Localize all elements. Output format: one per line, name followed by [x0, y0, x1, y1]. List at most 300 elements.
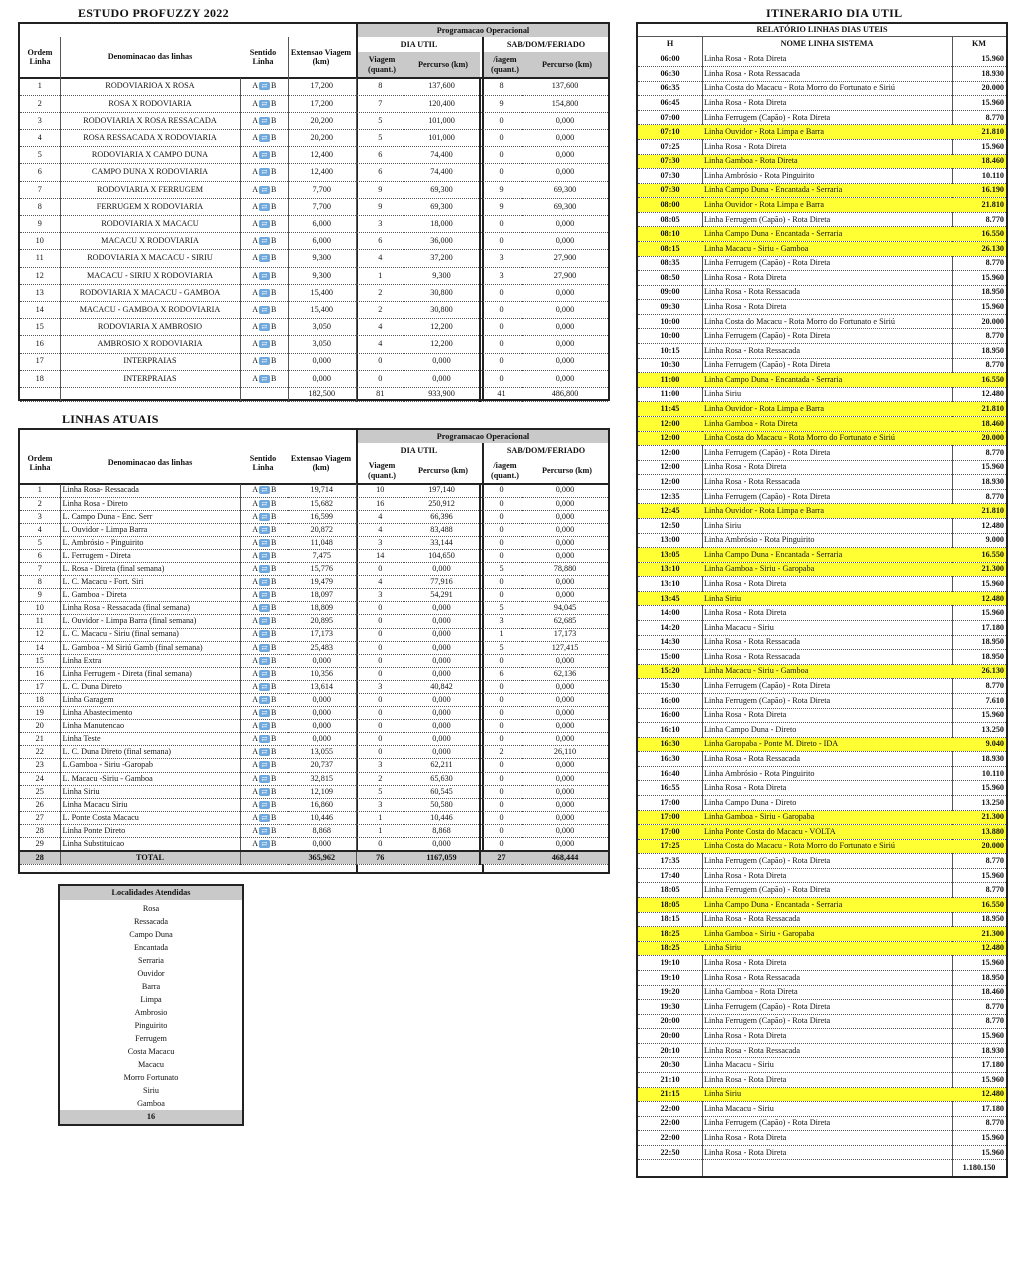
estudo-sab-dom: SAB/DOM/FERIADO — [506, 39, 586, 49]
percurso2-cell: 62,136 — [522, 667, 608, 680]
viagem-cell: 14 — [356, 549, 404, 562]
horario-cell: 17:00 — [638, 810, 702, 825]
sentido-cell — [240, 667, 288, 680]
itinerario-row — [638, 256, 1006, 271]
viagem-cell: 3 — [356, 680, 404, 693]
itinerario-row — [638, 125, 1006, 140]
ordem-cell: 23 — [20, 759, 60, 772]
sentido-a-label: A — [252, 201, 258, 211]
percurso2-cell: 62,685 — [522, 615, 608, 628]
km-cell: 15.960 — [952, 1131, 1006, 1146]
sentido-b-label: B — [270, 786, 277, 796]
viagem2-cell: 0 — [480, 824, 522, 837]
swap-arrow-icon: ⇄ — [259, 500, 270, 508]
table-row — [20, 772, 608, 785]
swap-arrow-icon: ⇄ — [259, 272, 270, 280]
atuais-col-ordem: Ordem Linha — [27, 453, 53, 472]
estudo-dia-util: DIA UTIL — [400, 39, 438, 49]
denominacao-cell: Linha Garagem — [60, 694, 240, 707]
denominacao-cell: Linha Ponte Direto — [60, 824, 240, 837]
itinerario-row — [638, 1087, 1006, 1102]
itinerario-row — [638, 679, 1006, 694]
sentido-a-label: A — [252, 524, 258, 534]
itinerario-row — [638, 985, 1006, 1000]
linha-cell: Linha Rosa - Rota Direta — [702, 1131, 952, 1146]
sentido-b-label: B — [270, 150, 277, 160]
km-cell: 12.480 — [952, 941, 1006, 956]
horario-cell: 16:00 — [638, 693, 702, 708]
table-row — [20, 181, 608, 198]
sentido-a-label: A — [252, 253, 258, 263]
ordem-cell: 16 — [20, 667, 60, 680]
ordem-cell: 8 — [20, 198, 60, 215]
sentido-b-label: B — [270, 708, 277, 718]
denominacao-cell: L. C. Duna Direto (final semana) — [60, 746, 240, 759]
denominacao-cell: L. Ambrósio - Pinguirito — [60, 536, 240, 549]
horario-cell: 19:30 — [638, 1000, 702, 1015]
viagem2-cell: 9 — [480, 198, 522, 215]
sentido-b-label: B — [270, 747, 277, 757]
table-row — [20, 615, 608, 628]
viagem2-cell: 0 — [480, 720, 522, 733]
itinerario-row — [638, 1072, 1006, 1087]
itinerario-row — [638, 475, 1006, 490]
sentido-a-label: A — [252, 694, 258, 704]
sentido-a-label: A — [252, 708, 258, 718]
linha-cell: Linha Rosa - Rota Direta — [702, 52, 952, 67]
extensao-cell: 3,050 — [288, 319, 356, 336]
horario-cell: 12:00 — [638, 446, 702, 461]
linha-cell: Linha Ouvidor - Rota Limpa e Barra — [702, 402, 952, 417]
linha-cell: Linha Rosa - Rota Direta — [702, 606, 952, 621]
denominacao-cell: RODOVIARIA X CAMPO DUNA — [60, 147, 240, 164]
percurso2-cell: 0,000 — [522, 147, 608, 164]
km-cell: 8.770 — [952, 110, 1006, 125]
sentido-a-label: A — [252, 133, 258, 143]
extensao-cell: 7,700 — [288, 198, 356, 215]
viagem2-cell: 0 — [480, 336, 522, 353]
ordem-cell: 7 — [20, 563, 60, 576]
percurso2-cell: 26,110 — [522, 746, 608, 759]
km-cell: 10.110 — [952, 169, 1006, 184]
viagem-cell: 3 — [356, 216, 404, 233]
sentido-b-label: B — [270, 590, 277, 600]
horario-cell: 08:00 — [638, 198, 702, 213]
ordem-cell: 6 — [20, 549, 60, 562]
sentido-a-label: A — [252, 287, 258, 297]
swap-arrow-icon: ⇄ — [259, 722, 270, 730]
atuais-title: LINHAS ATUAIS — [62, 412, 159, 426]
swap-arrow-icon: ⇄ — [259, 82, 270, 90]
km-cell: 15.960 — [952, 1072, 1006, 1087]
percurso2-cell: 0,000 — [522, 811, 608, 824]
viagem2-cell: 0 — [480, 798, 522, 811]
denominacao-cell: L. C. Macacu - Siriu (final semana) — [60, 628, 240, 641]
sentido-a-label: A — [252, 799, 258, 809]
denominacao-cell: MACACU X RODOVIARIA — [60, 233, 240, 250]
sentido-cell — [240, 336, 288, 353]
extensao-cell: 12,400 — [288, 147, 356, 164]
swap-arrow-icon: ⇄ — [259, 814, 270, 822]
sentido-cell — [240, 484, 288, 497]
itinerario-col-nome: NOME LINHA SISTEMA — [780, 39, 874, 49]
horario-cell: 18:05 — [638, 883, 702, 898]
extensao-cell: 20,737 — [288, 759, 356, 772]
sentido-cell — [240, 523, 288, 536]
ordem-cell: 28 — [20, 824, 60, 837]
percurso-cell: 74,400 — [404, 164, 480, 181]
percurso-cell: 250,912 — [404, 497, 480, 510]
horario-cell: 19:10 — [638, 956, 702, 971]
swap-arrow-icon: ⇄ — [259, 840, 270, 848]
table-row — [20, 147, 608, 164]
ordem-cell: 9 — [20, 216, 60, 233]
viagem-cell: 6 — [356, 233, 404, 250]
horario-cell: 21:15 — [638, 1087, 702, 1102]
sentido-b-label: B — [270, 253, 277, 263]
itinerario-row — [638, 314, 1006, 329]
total-label: TOTAL — [60, 851, 240, 865]
viagem2-cell: 0 — [480, 319, 522, 336]
horario-cell: 16:10 — [638, 723, 702, 738]
percurso2-cell: 0,000 — [522, 720, 608, 733]
estudo-prog-op: Programacao Operacional — [358, 24, 608, 37]
percurso-cell: 33,144 — [404, 536, 480, 549]
localidade-item: Encantada — [133, 943, 169, 952]
sentido-cell — [240, 654, 288, 667]
itinerario-row — [638, 387, 1006, 402]
ordem-cell: 11 — [20, 615, 60, 628]
sentido-a-label: A — [252, 115, 258, 125]
itinerario-row — [638, 271, 1006, 286]
km-cell: 8.770 — [952, 679, 1006, 694]
extensao-cell: 10,446 — [288, 811, 356, 824]
viagem2-cell: 0 — [480, 301, 522, 318]
itinerario-row — [638, 664, 1006, 679]
sentido-a-label: A — [252, 564, 258, 573]
itinerario-row — [638, 431, 1006, 446]
itinerario-row — [638, 460, 1006, 475]
viagem-cell: 0 — [356, 370, 404, 387]
horario-cell: 12:50 — [638, 519, 702, 534]
ordem-cell: 2 — [20, 95, 60, 112]
table-row — [20, 785, 608, 798]
sentido-b-label: B — [270, 339, 277, 349]
linha-cell: Linha Siriu — [702, 1087, 952, 1102]
horario-cell: 20:00 — [638, 1014, 702, 1029]
ordem-cell: 4 — [20, 130, 60, 147]
denominacao-cell: MACACU - SIRIU X RODOVIARIA — [60, 267, 240, 284]
percurso2-cell: 0,000 — [522, 497, 608, 510]
linha-cell: Linha Ferrugem (Capão) - Rota Direta — [702, 693, 952, 708]
table-row — [20, 563, 608, 576]
percurso-cell: 50,580 — [404, 798, 480, 811]
extensao-cell: 17,200 — [288, 78, 356, 95]
ordem-cell: 17 — [20, 353, 60, 370]
linha-cell: Linha Gamboa - Rota Direta — [702, 985, 952, 1000]
denominacao-cell: L. Ouvidor - Limpa Barra (final semana) — [60, 615, 240, 628]
sentido-cell — [240, 811, 288, 824]
viagem2-cell: 0 — [480, 838, 522, 851]
km-cell: 26.130 — [952, 242, 1006, 257]
sentido-b-label: B — [270, 81, 277, 91]
table-row — [20, 680, 608, 693]
viagem-cell: 9 — [356, 198, 404, 215]
swap-arrow-icon: ⇄ — [259, 306, 270, 314]
sentido-a-label: A — [252, 537, 258, 547]
km-cell: 21.810 — [952, 402, 1006, 417]
denominacao-cell: L. Gamboa - Direta — [60, 589, 240, 602]
sentido-a-label: A — [252, 721, 258, 731]
itinerario-row — [638, 110, 1006, 125]
percurso-cell: 0,000 — [404, 838, 480, 851]
viagem2-cell: 0 — [480, 233, 522, 250]
sentido-a-label: A — [252, 150, 258, 160]
ordem-cell: 12 — [20, 267, 60, 284]
ordem-cell: 22 — [20, 746, 60, 759]
denominacao-cell: L. Campo Duna - Enc. Serr — [60, 510, 240, 523]
percurso-cell: 0,000 — [404, 720, 480, 733]
sentido-a-label: A — [252, 590, 258, 600]
table-row — [20, 284, 608, 301]
linha-cell: Linha Rosa - Rota Ressacada — [702, 285, 952, 300]
percurso2-cell: 0,000 — [522, 654, 608, 667]
horario-cell: 12:00 — [638, 460, 702, 475]
itinerario-row — [638, 898, 1006, 913]
viagem-cell: 3 — [356, 759, 404, 772]
sentido-b-label: B — [270, 287, 277, 297]
sentido-a-label: A — [252, 218, 258, 228]
itinerario-row — [638, 839, 1006, 854]
percurso2-cell: 0,000 — [522, 759, 608, 772]
swap-arrow-icon: ⇄ — [259, 670, 270, 678]
percurso2-cell: 0,000 — [522, 510, 608, 523]
localidade-item: Macacu — [138, 1060, 164, 1069]
percurso-cell: 104,650 — [404, 549, 480, 562]
horario-cell: 18:15 — [638, 912, 702, 927]
denominacao-cell: INTERPRAIAS — [60, 353, 240, 370]
extensao-cell: 15,682 — [288, 497, 356, 510]
table-row — [20, 759, 608, 772]
itinerario-row — [638, 358, 1006, 373]
percurso-cell: 0,000 — [404, 707, 480, 720]
swap-arrow-icon: ⇄ — [259, 340, 270, 348]
extensao-cell: 32,815 — [288, 772, 356, 785]
km-cell: 8.770 — [952, 854, 1006, 869]
table-row — [20, 95, 608, 112]
localidade-item: Ferrugem — [135, 1034, 167, 1043]
sentido-b-label: B — [270, 564, 277, 573]
horario-cell: 11:45 — [638, 402, 702, 417]
extensao-cell: 16,860 — [288, 798, 356, 811]
horario-cell: 20:00 — [638, 1029, 702, 1044]
swap-arrow-icon: ⇄ — [259, 539, 270, 547]
percurso2-cell: 0,000 — [522, 549, 608, 562]
itinerario-row — [638, 970, 1006, 985]
denominacao-cell: RODOVIARIA X FERRUGEM — [60, 181, 240, 198]
table-row — [20, 336, 608, 353]
km-cell: 16.190 — [952, 183, 1006, 198]
extensao-cell: 13,614 — [288, 680, 356, 693]
km-cell: 15.960 — [952, 52, 1006, 67]
table-row — [20, 267, 608, 284]
sentido-b-label: B — [270, 98, 277, 108]
extensao-cell: 0,000 — [288, 654, 356, 667]
percurso-cell: 0,000 — [404, 353, 480, 370]
swap-arrow-icon: ⇄ — [259, 117, 270, 125]
viagem2-cell: 0 — [480, 510, 522, 523]
table-row — [20, 824, 608, 837]
sentido-b-label: B — [270, 655, 277, 665]
table-row — [20, 654, 608, 667]
extensao-cell: 19,479 — [288, 576, 356, 589]
linha-cell: Linha Ponte Costa do Macacu - VOLTA — [702, 825, 952, 840]
linha-cell: Linha Rosa - Rota Ressacada — [702, 344, 952, 359]
horario-cell: 07:25 — [638, 139, 702, 154]
extensao-cell: 20,895 — [288, 615, 356, 628]
horario-cell: 22:00 — [638, 1131, 702, 1146]
ordem-cell: 9 — [20, 589, 60, 602]
itinerario-row — [638, 81, 1006, 96]
itinerario-title: ITINERARIO DIA UTIL — [766, 6, 903, 20]
linha-cell: Linha Costa do Macacu - Rota Morro do Fortunato e Siriú — [702, 431, 952, 446]
viagem2-cell: 0 — [480, 370, 522, 387]
ordem-cell: 10 — [20, 602, 60, 615]
viagem-cell: 3 — [356, 589, 404, 602]
percurso-cell: 54,291 — [404, 589, 480, 602]
itinerario-row — [638, 1058, 1006, 1073]
linha-cell: Linha Ferrugem (Capão) - Rota Direta — [702, 1000, 952, 1015]
linha-cell: Linha Ferrugem (Capão) - Rota Direta — [702, 1014, 952, 1029]
viagem2-cell: 1 — [480, 628, 522, 641]
viagem2-cell: 0 — [480, 785, 522, 798]
itinerario-row — [638, 533, 1006, 548]
sentido-b-label: B — [270, 694, 277, 704]
km-cell: 15.960 — [952, 868, 1006, 883]
localidade-item: Gamboa — [137, 1099, 165, 1108]
horario-cell: 17:40 — [638, 868, 702, 883]
extensao-cell: 6,000 — [288, 216, 356, 233]
viagem2-cell: 9 — [480, 95, 522, 112]
localidades-count: 16 — [60, 1110, 242, 1124]
sentido-cell — [240, 510, 288, 523]
linha-cell: Linha Rosa - Rota Ressacada — [702, 752, 952, 767]
sentido-a-label: A — [252, 98, 258, 108]
itinerario-row — [638, 956, 1006, 971]
horario-cell: 13:45 — [638, 591, 702, 606]
extensao-cell: 12,400 — [288, 164, 356, 181]
swap-arrow-icon: ⇄ — [259, 323, 270, 331]
sentido-cell — [240, 733, 288, 746]
horario-cell: 08:05 — [638, 212, 702, 227]
denominacao-cell: RODOVIARIA X ROSA RESSACADA — [60, 112, 240, 129]
table-row — [20, 838, 608, 851]
denominacao-cell: Linha Rosa - Direto — [60, 497, 240, 510]
sentido-cell — [240, 198, 288, 215]
table-row — [20, 130, 608, 147]
sentido-b-label: B — [270, 201, 277, 211]
denominacao-cell: Linha Macacu Siriu — [60, 798, 240, 811]
sentido-a-label: A — [252, 184, 258, 194]
horario-cell: 14:30 — [638, 635, 702, 650]
table-row — [20, 641, 608, 654]
sentido-cell — [240, 628, 288, 641]
itinerario-row — [638, 868, 1006, 883]
extensao-cell: 0,000 — [288, 838, 356, 851]
swap-arrow-icon: ⇄ — [259, 709, 270, 717]
horario-cell: 12:00 — [638, 416, 702, 431]
percurso2-cell: 0,000 — [522, 284, 608, 301]
itinerario-row — [638, 344, 1006, 359]
km-cell: 18.460 — [952, 154, 1006, 169]
denominacao-cell: Linha Rosa- Ressacada — [60, 484, 240, 497]
linha-cell: Linha Campo Duna - Encantada - Serraria — [702, 227, 952, 242]
linha-cell: Linha Rosa - Rota Direta — [702, 956, 952, 971]
viagem-cell: 4 — [356, 523, 404, 536]
percurso-cell: 62,211 — [404, 759, 480, 772]
viagem2-cell: 3 — [480, 267, 522, 284]
linha-cell: Linha Campo Duna - Encantada - Serraria — [702, 373, 952, 388]
sentido-a-label: A — [252, 373, 258, 383]
viagem-cell: 4 — [356, 576, 404, 589]
horario-cell: 07:10 — [638, 125, 702, 140]
sentido-cell — [240, 216, 288, 233]
linha-cell: Linha Macacu - Siriu — [702, 1102, 952, 1117]
km-cell: 18.950 — [952, 285, 1006, 300]
percurso-cell: 30,800 — [404, 301, 480, 318]
total-viagem: 76 — [356, 851, 404, 865]
percurso-cell: 120,400 — [404, 95, 480, 112]
horario-cell: 11:00 — [638, 387, 702, 402]
denominacao-cell: Linha Rosa - Ressacada (final semana) — [60, 602, 240, 615]
table-row — [20, 510, 608, 523]
sentido-b-label: B — [270, 511, 277, 521]
denominacao-cell: RODOVIARIOA X ROSA — [60, 78, 240, 95]
horario-cell: 10:00 — [638, 314, 702, 329]
km-cell: 15.960 — [952, 577, 1006, 592]
viagem-cell: 2 — [356, 301, 404, 318]
itinerario-row — [638, 1116, 1006, 1131]
viagem-cell: 16 — [356, 497, 404, 510]
linha-cell: Linha Ouvidor - Rota Limpa e Barra — [702, 125, 952, 140]
sentido-cell — [240, 707, 288, 720]
percurso2-cell: 27,900 — [522, 267, 608, 284]
sentido-cell — [240, 370, 288, 387]
linha-cell: Linha Rosa - Rota Direta — [702, 577, 952, 592]
ordem-cell: 27 — [20, 811, 60, 824]
horario-cell: 06:30 — [638, 67, 702, 82]
itinerario-row — [638, 416, 1006, 431]
itinerario-row — [638, 825, 1006, 840]
linha-cell: Linha Ferrugem (Capão) - Rota Direta — [702, 854, 952, 869]
ordem-cell: 3 — [20, 510, 60, 523]
linha-cell: Linha Rosa - Rota Direta — [702, 271, 952, 286]
itinerario-row — [638, 635, 1006, 650]
extensao-cell: 20,200 — [288, 112, 356, 129]
swap-arrow-icon: ⇄ — [259, 565, 270, 573]
swap-arrow-icon: ⇄ — [259, 486, 270, 494]
horario-cell: 16:00 — [638, 708, 702, 723]
sentido-cell — [240, 536, 288, 549]
localidade-item: Campo Duna — [129, 930, 173, 939]
itinerario-row — [638, 912, 1006, 927]
linha-cell: Linha Siriu — [702, 387, 952, 402]
swap-arrow-icon: ⇄ — [259, 220, 270, 228]
linha-cell: Linha Gamboa - Rota Direta — [702, 154, 952, 169]
linha-cell: Linha Ferrugem (Capão) - Rota Direta — [702, 256, 952, 271]
viagem2-cell: 0 — [480, 707, 522, 720]
sentido-cell — [240, 694, 288, 707]
